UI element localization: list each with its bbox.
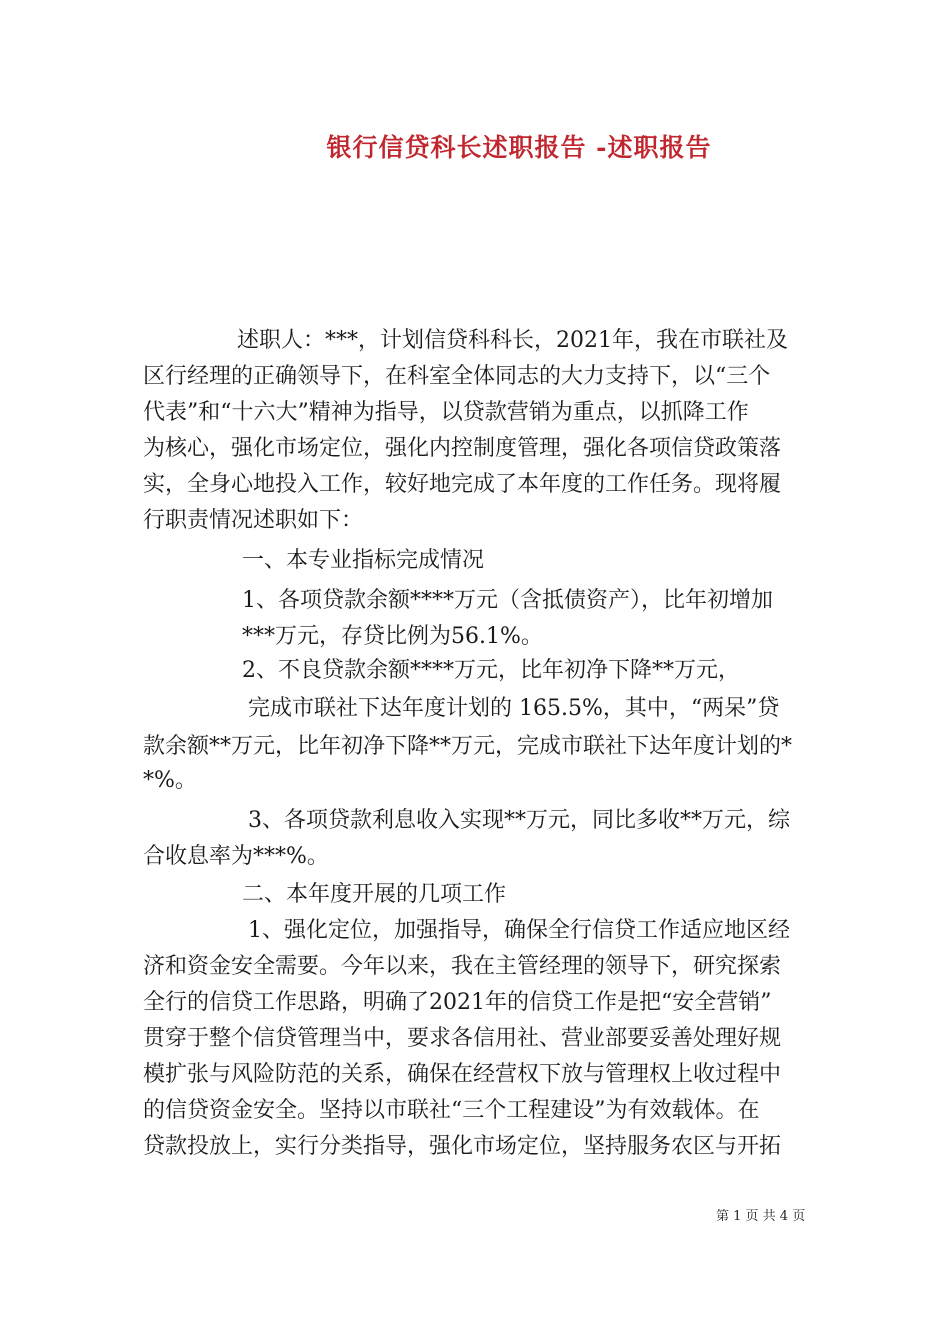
body-line: 1、强化定位，加强指导，确保全行信贷工作适应地区经 — [248, 918, 790, 943]
body-line: 实，全身心地投入工作，较好地完成了本年度的工作任务。现将履 — [143, 472, 782, 497]
body-line: 行职责情况述职如下： — [143, 508, 364, 533]
body-line: ***万元，存贷比例为56.1%。 — [242, 624, 543, 649]
document-title: 银行信贷科长述职报告 -述职报告 — [326, 133, 712, 162]
section-heading: 二、本年度开展的几项工作 — [242, 882, 507, 907]
body-line: 济和资金安全需要。今年以来，我在主管经理的领导下，研究探索 — [143, 954, 782, 979]
body-line: 模扩张与风险防范的关系，确保在经营权下放与管理权上收过程中 — [143, 1062, 782, 1087]
body-line: 的信贷资金安全。坚持以市联社“三个工程建设”为有效载体。在 — [143, 1098, 760, 1123]
body-line: 贷款投放上，实行分类指导，强化市场定位，坚持服务农区与开拓 — [143, 1134, 782, 1159]
body-line: *%。 — [143, 768, 197, 793]
body-line: 区行经理的正确领导下，在科室全体同志的大力支持下，以“三个 — [143, 364, 771, 389]
body-line: 1、各项贷款余额****万元（含抵债资产），比年初增加 — [242, 588, 773, 613]
body-line: 完成市联社下达年度计划的 165.5%，其中，“两呆”贷 — [248, 696, 780, 721]
body-line: 全行的信贷工作思路，明确了2021年的信贷工作是把“安全营销” — [143, 990, 772, 1015]
body-line: 3、各项贷款利息收入实现**万元，同比多收**万元，综 — [248, 808, 790, 833]
section-heading: 一、本专业指标完成情况 — [242, 548, 485, 573]
body-line: 贯穿于整个信贷管理当中，要求各信用社、营业部要妥善处理好规 — [143, 1026, 782, 1051]
body-line: 为核心，强化市场定位，强化内控制度管理，强化各项信贷政策落 — [143, 436, 782, 461]
body-line: 述职人：***，计划信贷科科长，2021年，我在市联社及 — [237, 328, 788, 353]
body-line: 合收息率为***%。 — [143, 844, 329, 869]
body-line: 2、不良贷款余额****万元，比年初净下降**万元， — [242, 658, 740, 683]
body-line: 款余额**万元，比年初净下降**万元，完成市联社下达年度计划的* — [143, 734, 793, 759]
body-line: 代表”和“十六大”精神为指导，以贷款营销为重点，以抓降工作 — [143, 400, 749, 425]
page-number: 第 1 页 共 4 页 — [716, 1209, 806, 1224]
